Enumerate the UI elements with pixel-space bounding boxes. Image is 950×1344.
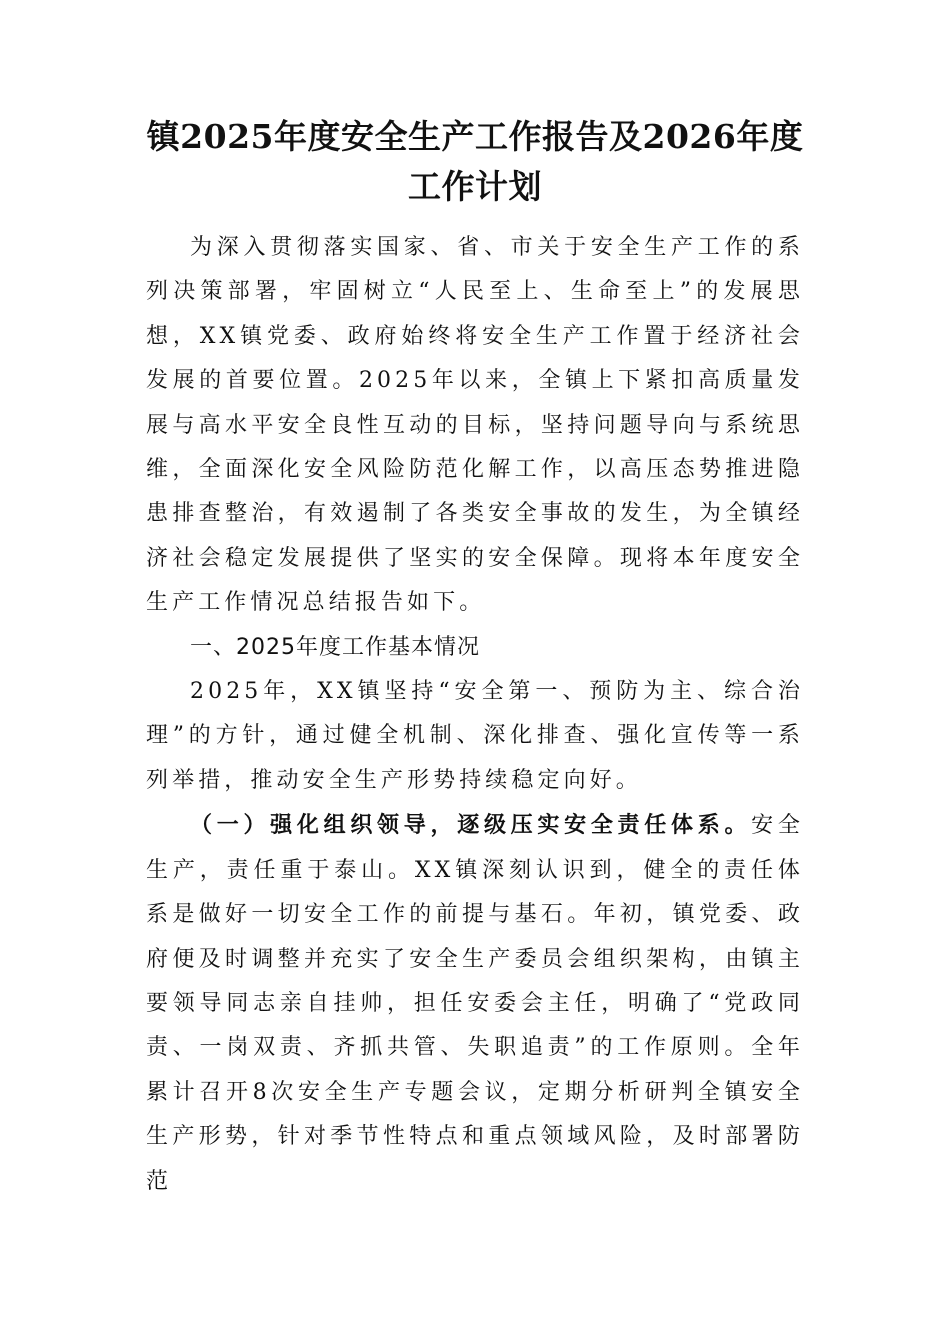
subsection-1-paragraph — [146, 803, 804, 1204]
title-line-2: 工作计划 — [408, 167, 542, 206]
document-body — [146, 226, 804, 1204]
section-1-paragraph: 2025年，XX镇坚持“安全第一、预防为主、综合治理”的方针，通过健全机制、深化排查、强化宣传等一系列举措，推动安全生产形势持续稳定向好。 — [146, 679, 804, 793]
title-line-1: 镇2025年度安全生产工作报告及2026年度 — [146, 117, 804, 156]
section-1-heading: 一、2025年度工作基本情况 — [190, 634, 480, 660]
subsection-1-heading: （一）强化组织领导，逐级压实安全责任体系。 — [190, 812, 752, 839]
subsection-1-body: 安全生产，责任重于泰山。XX镇深刻认识到，健全的责任体系是做好一切安全工作的前提与基石。年初，镇党委、政府便及时调整并充实了安全生产委员会组织架构，由镇主要领导同志亲自挂帅，担任安委会主任，明确了“党政同责、一岗双责、齐抓共管、失职追责”的工作原则。全年累计召开8次安全生产专题会议，定期分析研判全镇安全生产形势，针对季节性特点和重点领域风险，及时部署防范 — [146, 813, 804, 1194]
intro-paragraph: 为深入贯彻落实国家、省、市关于安全生产工作的系列决策部署，牢固树立“人民至上、生命至上”的发展思想，XX镇党委、政府始终将安全生产工作置于经济社会发展的首要位置。2025年以来，全镇上下紧扣高质量发展与高水平安全良性互动的目标，坚持问题导向与系统思维，全面深化安全风险防范化解工作，以高压态势推进隐患排查整治，有效遏制了各类安全事故的发生，为全镇经济社会稳定发展提供了坚实的安全保障。现将本年度安全生产工作情况总结报告如下。 — [146, 235, 804, 616]
document-title — [120, 112, 830, 212]
